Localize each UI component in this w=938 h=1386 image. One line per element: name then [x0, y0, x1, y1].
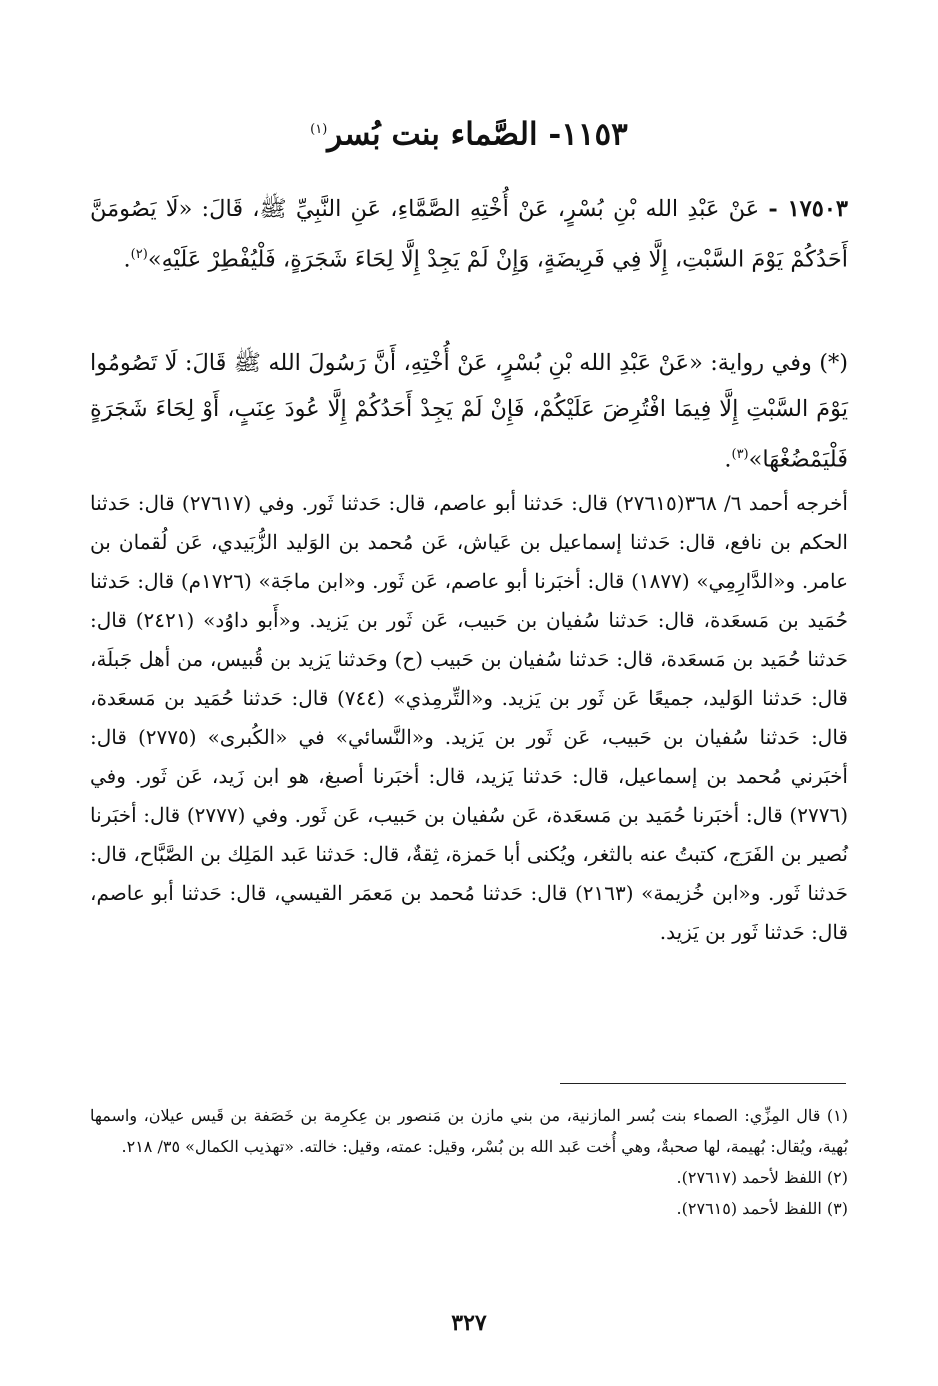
page-number: ٣٢٧ [451, 1310, 487, 1336]
riwaya-footnote-ref: (٣) [731, 447, 749, 462]
footnotes [90, 1100, 848, 1224]
chapter-title [0, 108, 938, 156]
hadith-end: . [123, 246, 131, 273]
hadith-paragraph [90, 186, 848, 283]
footnote-divider [560, 1083, 846, 1084]
chapter-title-text: ١١٥٣- الصَّماء بنت بُسر [327, 116, 628, 153]
footnote-2: (٢) اللفظ لأحمد (٢٧٦١٧). [676, 1168, 848, 1187]
hadith-number: ١٧٥٠٣ - [768, 196, 848, 222]
riwaya-text: (*) وفي رواية: «عَنْ عَبْدِ الله بْنِ بُسْرٍ، عَنْ أُخْتِهِ، أَنَّ رَسُولَ الله ﷺ قَالَ: لَا تَصُومُوا يَوْمَ السَّبْتِ إِلَّا فِيمَا افْتُرِضَ عَلَيْكُمْ، فَإِنْ لَمْ يَجِدْ أَحَدُكُمْ إِلَّا عُودَ عِنَبٍ، أَوْ لِحَاءَ شَجَرَةٍ فَلْيَمْضُغْهَا» [90, 350, 848, 473]
riwaya-paragraph [90, 340, 848, 483]
footnote-3: (٣) اللفظ لأحمد (٢٧٦١٥). [676, 1199, 848, 1218]
footnote-1: (١) قال المِزِّي: الصماء بنت بُسر المازنية، من بني مازن بن مَنصور بن عِكرِمة بن خَصَفة بن قَيس عيلان، واسمها بُهية، ويُقال: بُهيمة، لها صحبةٌ، وهي أُخت عَبد الله بن بُسْر، وقيل: عمته، وقيل: خالته. «تهذيب الكمال» ٣٥/ ٢١٨. [90, 1106, 849, 1156]
takhrij-paragraph: أخرجه أحمد ٦/ ٣٦٨(٢٧٦١٥) قال: حَدثنا أبو عاصم، قال: حَدثنا ثَور. وفي (٢٧٦١٧) قال: حَدثنا الحكم بن نافع، قال: حَدثنا إسماعيل بن عَياش، عَن مُحمد بن الوَليد الزُّبَيدي، عَن لُقمان بن عامر. و«الدَّارِمِي» (١٨٧٧) قال: أخبَرنا أبو عاصم، عَن ثَور. و«ابن ماجَة» (١٧٢٦م) قال: حَدثنا حُمَيد بن مَسعَدة، قال: حَدثنا سُفيان بن حَبيب، عَن ثَور بن يَزيد. و«أَبو داوُد» (٢٤٢١) قال: حَدثنا حُمَيد بن مَسعَدة، قال: حَدثنا سُفيان بن حَبيب (ح) وحَدثنا يَزيد بن قُبيس، من أهل جَبلَة، قال: حَدثنا الوَليد، جميعًا عَن ثَور بن يَزيد. و«التِّرمِذي» (٧٤٤) قال: حَدثنا حُمَيد بن مَسعَدة، قال: حَدثنا سُفيان بن حَبيب، عَن ثَور بن يَزيد. و«النَّسائي» في «الكُبرى» (٢٧٧٥) قال: أخبَرني مُحمد بن إسماعيل، قال: حَدثنا يَزيد، قال: أخبَرنا أصبغ، هو ابن زَيد، عَن ثَور. وفي (٢٧٧٦) قال: أخبَرنا حُمَيد بن مَسعَدة، عَن سُفيان بن حَبيب، عَن ثَور. وفي (٢٧٧٧) قال: أخبَرنا نُصير بن الفَرَج، كتبتُ عنه بالثغر، ويُكنى أبا حَمزة، ثِقةٌ، قال: حَدثنا عَبد المَلِك بن الصَّبَّاح، قال: حَدثنا ثَور. و«ابن خُزيمة» (٢١٦٣) قال: حَدثنا مُحمد بن مَعمَر القيسي، قال: حَدثنا أبو عاصم، قال: حَدثنا ثَور بن يَزيد. [90, 491, 848, 944]
title-footnote-ref: (١) [310, 122, 328, 137]
hadith-footnote-ref: (٢) [130, 247, 148, 262]
hadith-text: عَنْ عَبْدِ الله بْنِ بُسْرٍ، عَنْ أُخْتِهِ الصَّمَّاءِ، عَنِ النَّبِيِّ ﷺ، قَالَ: «لَا يَصُومَنَّ أَحَدُكُمْ يَوْمَ السَّبْتِ، إِلَّا فِي فَرِيضَةٍ، وَإِنْ لَمْ يَجِدْ إِلَّا لِحَاءَ شَجَرَةٍ، فَلْيُفْطِرْ عَلَيْهِ» [90, 196, 848, 273]
riwaya-end: . [724, 446, 732, 473]
